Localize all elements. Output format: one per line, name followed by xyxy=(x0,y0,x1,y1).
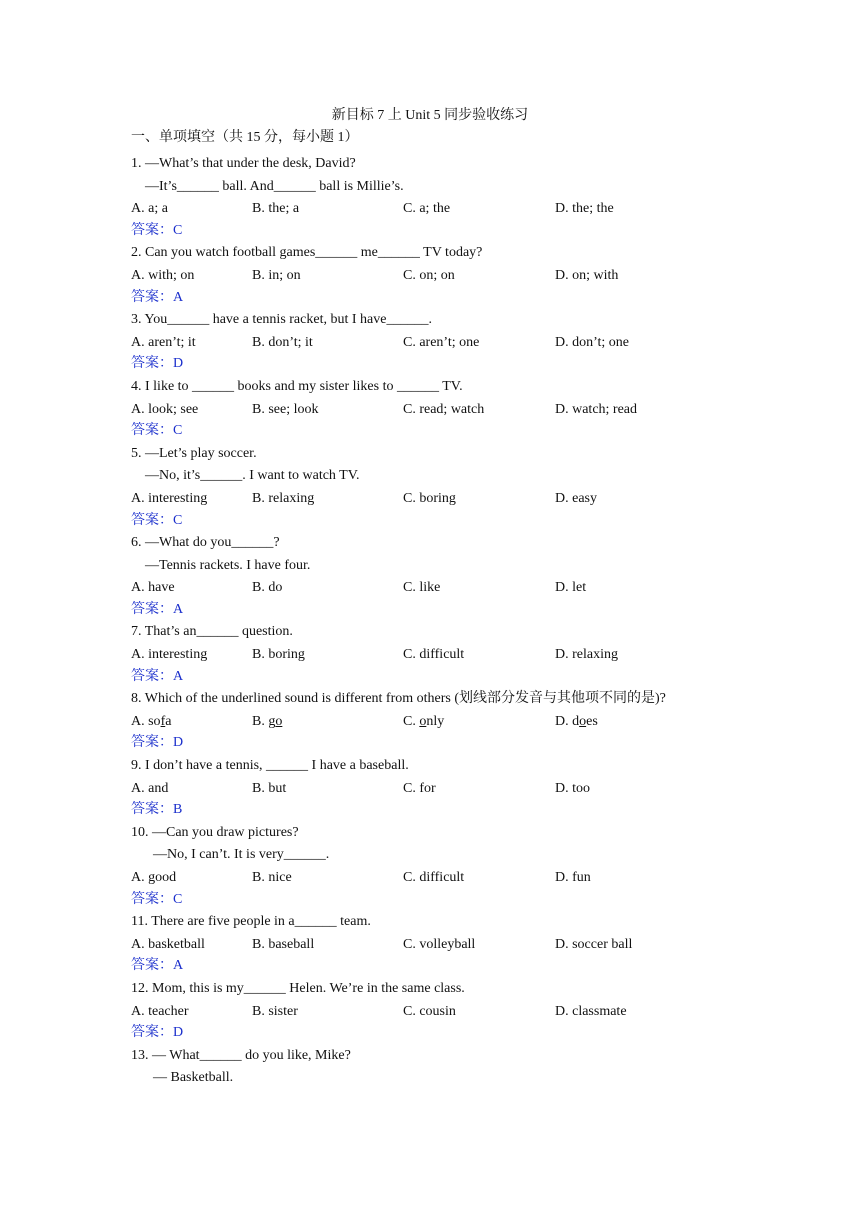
answer-label: 答案： xyxy=(131,891,173,907)
options-row xyxy=(131,198,771,221)
answer-value: B xyxy=(173,802,183,818)
option-b: B. nice xyxy=(252,870,292,885)
option-a: A. interesting xyxy=(131,490,208,506)
option-a: A. teacher xyxy=(131,1003,189,1019)
option-b xyxy=(252,711,282,733)
answer-line xyxy=(131,1023,771,1045)
question-text: 2. Can you watch football games______ me______ TV today? xyxy=(131,245,483,261)
answer-value: C xyxy=(173,891,183,907)
option-text: B. g xyxy=(252,713,276,729)
question-text: 13. — What______ do you like, Mike? xyxy=(131,1047,351,1063)
question-reply: —Tennis rackets. I have four. xyxy=(145,557,311,573)
option-c: C. on; on xyxy=(403,267,455,283)
underlined-letter: o xyxy=(275,713,283,729)
option-a: A. aren’t; it xyxy=(131,334,196,350)
answer-value: C xyxy=(173,423,183,439)
document-title: 新目标 7 上 Unit 5 同步验收练习 xyxy=(331,108,529,123)
question-reply: —No, I can’t. It is very______. xyxy=(153,847,330,863)
answer-line xyxy=(131,288,771,310)
option-d: D. the; the xyxy=(555,201,614,217)
options-row xyxy=(131,711,771,734)
question-text: 12. Mom, this is my______ Helen. We’re in the same class. xyxy=(131,980,465,996)
question-item xyxy=(131,688,771,755)
options-row xyxy=(131,332,771,355)
option-c: C. read; watch xyxy=(403,401,485,417)
option-c: C. volleyball xyxy=(403,936,476,952)
question-text: 4. I like to ______ books and my sister likes to ______ TV. xyxy=(131,378,463,394)
option-a: A. with; on xyxy=(131,267,195,283)
option-c: C. difficult xyxy=(403,870,465,885)
answer-line xyxy=(131,600,771,622)
question-reply: —It’s______ ball. And______ ball is Millie’s. xyxy=(145,178,404,194)
options-row xyxy=(131,399,771,422)
option-d: D. on; with xyxy=(555,267,619,283)
question-item xyxy=(131,532,771,621)
question-text: 10. —Can you draw pictures? xyxy=(131,824,299,840)
option-d: D. let xyxy=(555,580,587,596)
option-d: D. too xyxy=(555,780,590,796)
answer-label: 答案： xyxy=(131,222,173,238)
answer-label: 答案： xyxy=(131,512,173,528)
answer-value: A xyxy=(173,289,184,305)
answer-line xyxy=(131,354,771,376)
answer-label: 答案： xyxy=(131,735,173,751)
question-text: 7. That’s an______ question. xyxy=(131,624,293,640)
question-list xyxy=(131,153,771,1090)
option-d xyxy=(555,711,598,733)
option-text: D. d xyxy=(555,713,580,729)
options-row xyxy=(131,265,771,288)
option-a: A. look; see xyxy=(131,401,199,417)
answer-label: 答案： xyxy=(131,958,173,974)
options-row xyxy=(131,1001,771,1024)
options-row xyxy=(131,577,771,600)
option-d: D. fun xyxy=(555,870,591,885)
question-item xyxy=(131,309,771,376)
answer-line xyxy=(131,667,771,689)
options-row xyxy=(131,867,771,890)
question-text: 6. —What do you______? xyxy=(131,535,280,551)
underlined-letter: f xyxy=(160,713,166,729)
answer-value: A xyxy=(173,958,184,974)
options-row xyxy=(131,644,771,667)
option-a xyxy=(131,711,171,733)
answer-value: D xyxy=(173,1025,184,1041)
options-row xyxy=(131,934,771,957)
option-a: A. and xyxy=(131,780,169,796)
option-b: B. relaxing xyxy=(252,490,315,506)
answer-label: 答案： xyxy=(131,601,173,617)
option-text: a xyxy=(165,713,172,729)
question-text: 11. There are five people in a______ team. xyxy=(131,914,371,930)
option-a: A. basketball xyxy=(131,936,205,952)
section-heading: 一、单项填空（共 15 分，每小题 1） xyxy=(131,130,359,145)
option-text: A. so xyxy=(131,713,161,729)
option-text: es xyxy=(586,713,598,729)
answer-value: C xyxy=(173,512,183,528)
answer-label: 答案： xyxy=(131,289,173,305)
question-text: 3. You______ have a tennis racket, but I have______. xyxy=(131,312,432,328)
answer-label: 答案： xyxy=(131,356,173,372)
option-d: D. soccer ball xyxy=(555,936,633,952)
answer-value: D xyxy=(173,356,184,372)
question-item xyxy=(131,621,771,688)
answer-label: 答案： xyxy=(131,668,173,684)
option-d: D. don’t; one xyxy=(555,334,630,350)
question-item xyxy=(131,443,771,532)
answer-label: 答案： xyxy=(131,1025,173,1041)
option-b: B. sister xyxy=(252,1003,298,1019)
option-d: D. watch; read xyxy=(555,401,638,417)
answer-line xyxy=(131,800,771,822)
option-c: C. like xyxy=(403,580,441,596)
option-a: A. a; a xyxy=(131,201,168,217)
question-text: 1. —What’s that under the desk, David? xyxy=(131,156,356,171)
question-item xyxy=(131,822,771,911)
question-item xyxy=(131,376,771,443)
option-a: A. interesting xyxy=(131,647,208,663)
option-c: C. for xyxy=(403,780,436,796)
option-text: nly xyxy=(426,713,445,729)
option-b: B. but xyxy=(252,780,287,796)
option-a: A. have xyxy=(131,580,175,596)
option-b: B. do xyxy=(252,580,283,596)
option-b: B. see; look xyxy=(252,401,319,417)
option-b: B. don’t; it xyxy=(252,334,313,350)
answer-line xyxy=(131,511,771,533)
option-text: C. xyxy=(403,713,420,729)
question-item xyxy=(131,755,771,822)
question-text: 5. —Let’s play soccer. xyxy=(131,445,257,461)
options-row xyxy=(131,488,771,511)
option-c xyxy=(403,711,444,733)
answer-line xyxy=(131,890,771,912)
option-b: B. boring xyxy=(252,647,305,663)
underlined-letter: o xyxy=(419,713,427,729)
question-text: 8. Which of the underlined sound is different from others (划线部分发音与其他项不同的是)? xyxy=(131,691,666,707)
option-a: A. good xyxy=(131,870,177,885)
answer-label: 答案： xyxy=(131,423,173,439)
option-c: C. boring xyxy=(403,490,456,506)
option-b: B. baseball xyxy=(252,936,315,952)
underlined-letter: o xyxy=(579,713,587,729)
answer-value: A xyxy=(173,601,184,617)
answer-line xyxy=(131,956,771,978)
options-row xyxy=(131,778,771,801)
option-c: C. aren’t; one xyxy=(403,334,480,350)
question-item xyxy=(131,1045,771,1090)
option-c: C. a; the xyxy=(403,201,451,217)
option-d: D. classmate xyxy=(555,1003,627,1019)
question-text: 9. I don’t have a tennis, ______ I have a baseball. xyxy=(131,758,409,774)
option-c: C. difficult xyxy=(403,647,465,663)
option-b: B. in; on xyxy=(252,267,301,283)
answer-label: 答案： xyxy=(131,802,173,818)
answer-line xyxy=(131,421,771,443)
answer-value: A xyxy=(173,668,184,684)
question-reply: — Basketball. xyxy=(153,1070,234,1086)
answer-line xyxy=(131,733,771,755)
answer-line xyxy=(131,221,771,243)
option-b: B. the; a xyxy=(252,201,300,217)
answer-value: D xyxy=(173,735,184,751)
option-d: D. easy xyxy=(555,490,597,506)
question-item xyxy=(131,978,771,1045)
answer-value: C xyxy=(173,222,183,238)
question-reply: —No, it’s______. I want to watch TV. xyxy=(145,468,360,484)
question-item xyxy=(131,242,771,309)
option-d: D. relaxing xyxy=(555,647,618,663)
question-item xyxy=(131,153,771,242)
question-item xyxy=(131,911,771,978)
option-c: C. cousin xyxy=(403,1003,456,1019)
